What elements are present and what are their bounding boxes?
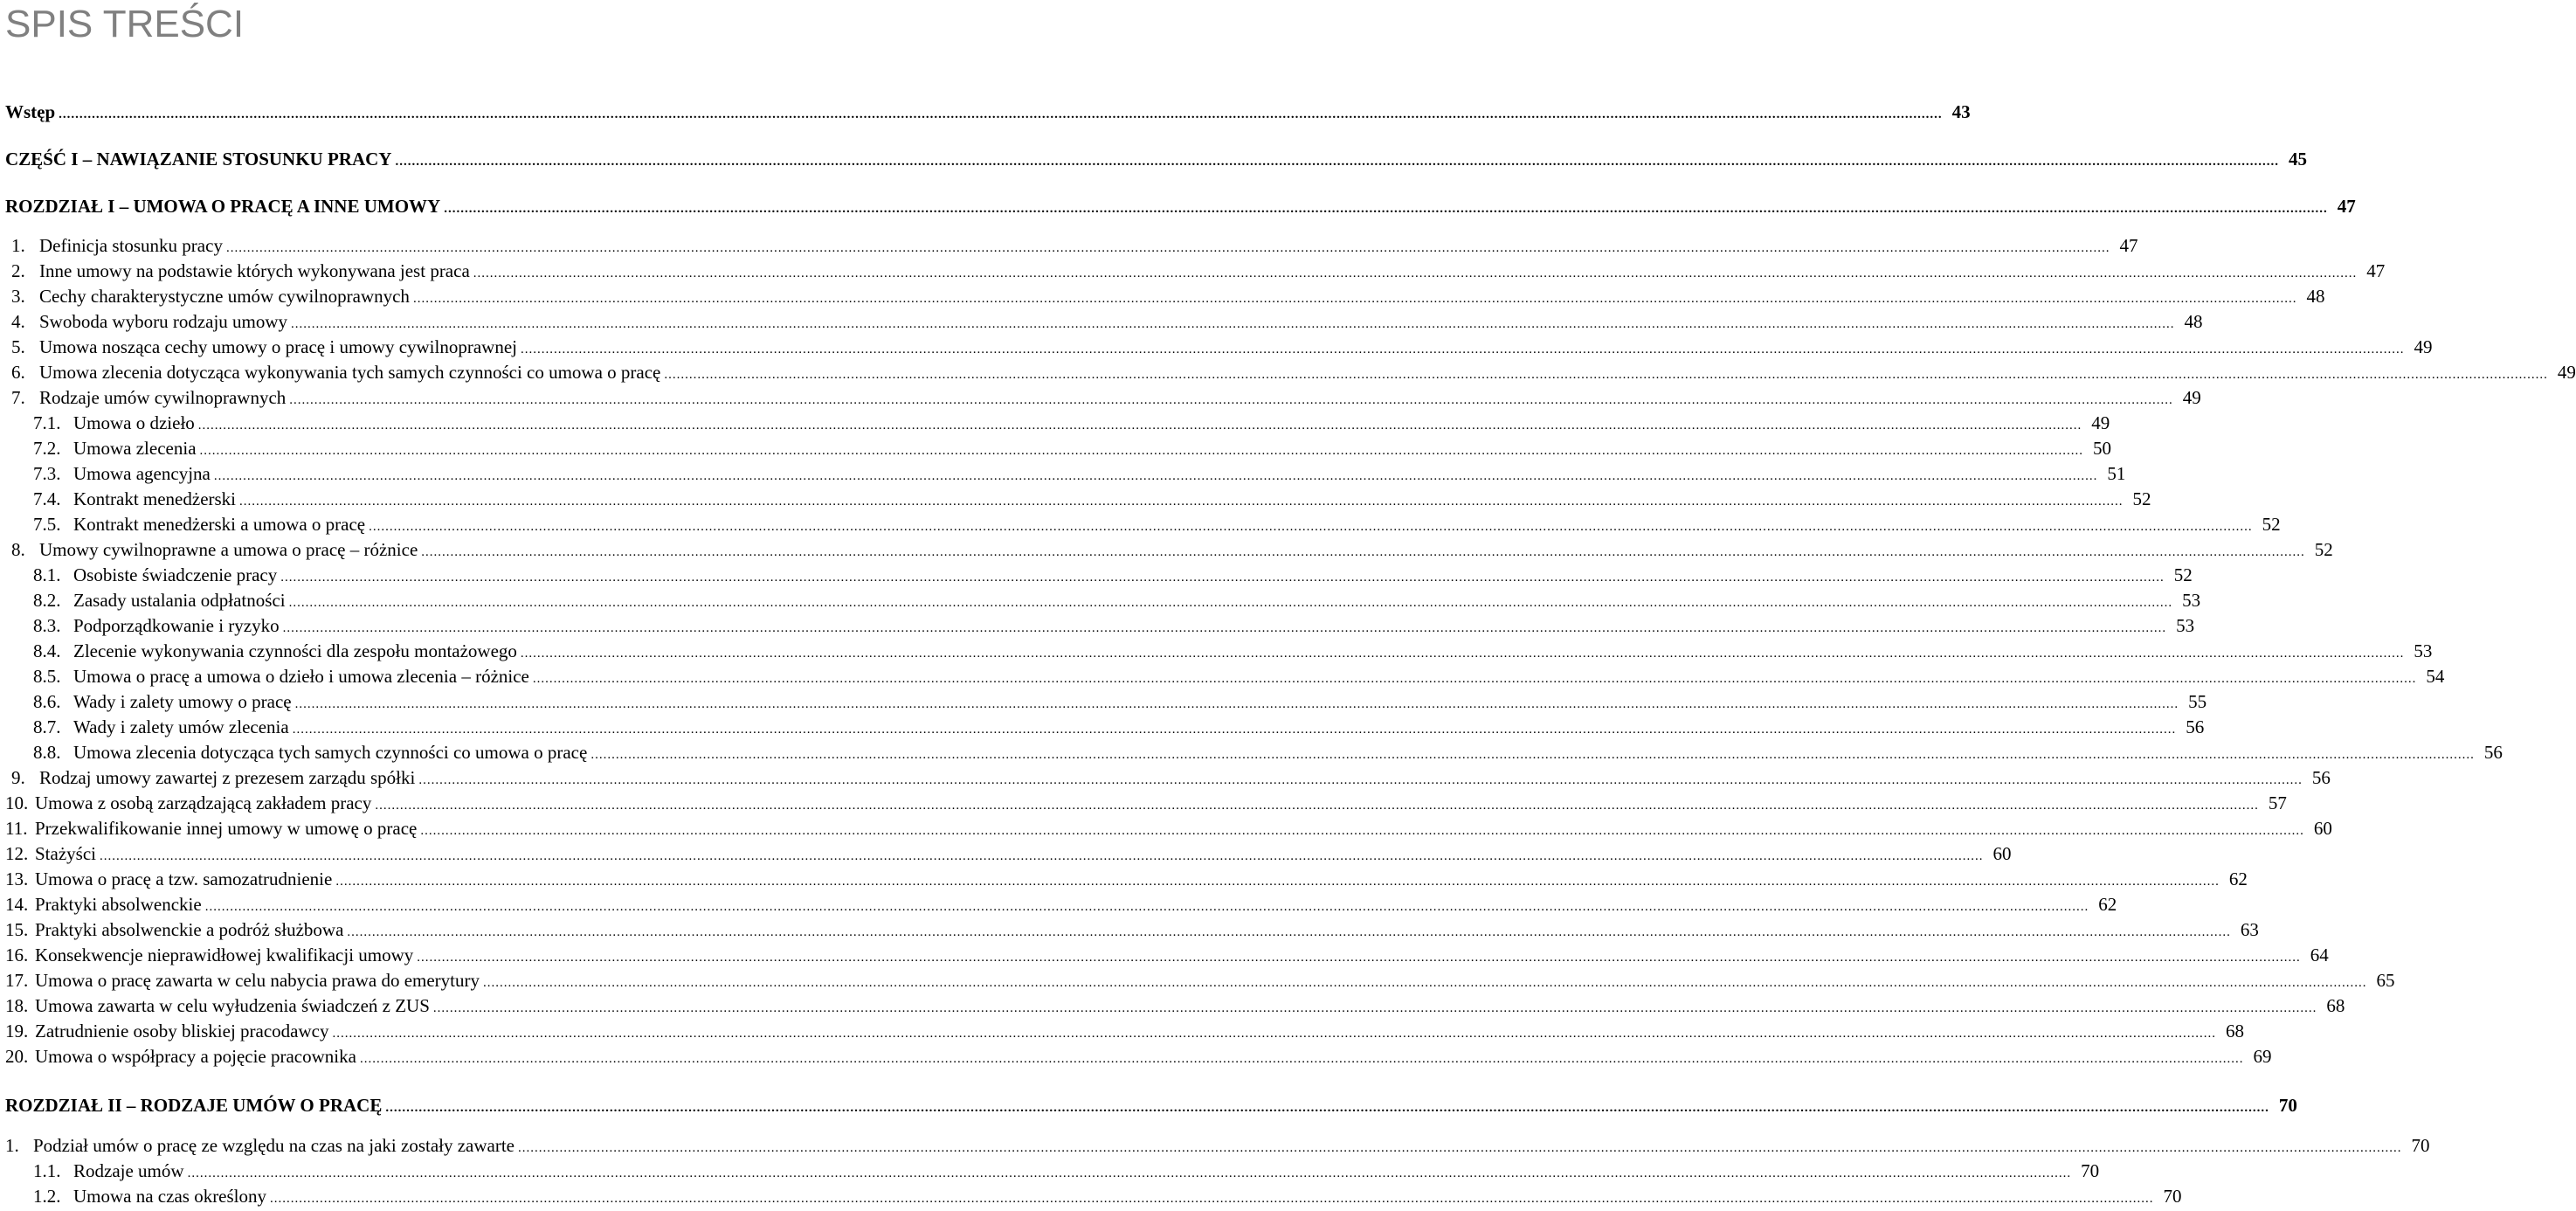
toc-entry-title: CZĘŚĆ I – NAWIĄZANIE STOSUNKU PRACY bbox=[5, 149, 392, 170]
toc-entry[interactable] bbox=[11, 335, 2433, 362]
dot-leader bbox=[59, 102, 1943, 127]
toc-entry-page: 54 bbox=[2426, 666, 2445, 687]
dot-leader bbox=[100, 844, 1984, 868]
toc-entry[interactable] bbox=[33, 689, 2207, 716]
toc-entry-number: 15. bbox=[5, 919, 29, 940]
toc-entry-title: Podporządkowanie i ryzyko bbox=[73, 615, 280, 636]
dot-leader bbox=[518, 1136, 2402, 1160]
toc-entry[interactable] bbox=[5, 841, 2012, 868]
toc-entry[interactable] bbox=[11, 765, 2331, 792]
toc-entry-title: Umowa zawarta w celu wyłudzenia świadczeń z ZUS bbox=[35, 995, 430, 1016]
toc-entry-page: 56 bbox=[2186, 716, 2205, 737]
dot-leader bbox=[280, 565, 2165, 590]
toc-entry[interactable] bbox=[33, 1184, 2182, 1211]
dot-leader bbox=[521, 337, 2405, 362]
toc-entry-page: 52 bbox=[2314, 539, 2333, 560]
toc-entry[interactable] bbox=[5, 993, 2345, 1021]
toc-entry-page: 47 bbox=[2366, 260, 2386, 281]
toc-entry-number: 7.2. bbox=[33, 438, 61, 459]
dot-leader bbox=[360, 1047, 2244, 1071]
toc-entry-number: 9. bbox=[11, 767, 25, 788]
toc-entry[interactable] bbox=[33, 563, 2193, 590]
toc-entry-number: 18. bbox=[5, 995, 29, 1016]
dot-leader bbox=[421, 540, 2305, 564]
toc-entry-number: 13. bbox=[5, 868, 29, 889]
toc-entry-number: 10. bbox=[5, 792, 29, 813]
toc-entry-page: 56 bbox=[2311, 767, 2331, 788]
toc-entry-title: Kontrakt menedżerski a umowa o pracę bbox=[73, 514, 366, 535]
toc-entry[interactable] bbox=[5, 1044, 2272, 1071]
dot-leader bbox=[433, 996, 2317, 1021]
toc-entry-title: Kontrakt menedżerski bbox=[73, 488, 237, 509]
toc-entry-page: 55 bbox=[2188, 691, 2207, 712]
dot-leader bbox=[198, 413, 2082, 438]
toc-entry-title: Konsekwencje nieprawidłowej kwalifikacji umowy bbox=[35, 945, 414, 965]
toc-entry-title: Umowy cywilnoprawne a umowa o pracę – różnice bbox=[39, 539, 418, 560]
toc-entry[interactable] bbox=[5, 943, 2329, 970]
toc-entry-page: 70 bbox=[2278, 1095, 2297, 1116]
toc-entry-title: Swoboda wyboru rodzaju umowy bbox=[39, 311, 288, 332]
dot-leader bbox=[473, 261, 2358, 286]
toc-entry[interactable] bbox=[33, 664, 2445, 691]
dot-leader bbox=[444, 197, 2328, 221]
toc-entry-title: Wstęp bbox=[5, 101, 56, 122]
toc-entry-number: 8.4. bbox=[33, 640, 61, 661]
toc-entry-title: Umowa zlecenia bbox=[73, 438, 197, 459]
toc-entry-number: 1. bbox=[5, 1135, 19, 1156]
toc-entry-title: Umowa zlecenia dotycząca wykonywania tych samych czynności co umowa o pracę bbox=[39, 362, 661, 383]
toc-entry-page: 52 bbox=[2173, 564, 2193, 585]
toc-entry[interactable] bbox=[5, 1093, 2297, 1120]
toc-entry-number: 8.5. bbox=[33, 666, 61, 687]
toc-entry-title: Wady i zalety umów zlecenia bbox=[73, 716, 289, 737]
dot-leader bbox=[521, 641, 2405, 666]
toc-entry-number: 2. bbox=[11, 260, 25, 281]
toc-entry[interactable] bbox=[11, 233, 2138, 260]
toc-entry-title: Zatrudnienie osoby bliskiej pracodawcy bbox=[35, 1021, 329, 1041]
toc-entry-page: 50 bbox=[2093, 438, 2112, 459]
dot-leader bbox=[291, 312, 2175, 336]
toc-entry-number: 8.1. bbox=[33, 564, 61, 585]
toc-entry-number: 7.4. bbox=[33, 488, 61, 509]
toc-entry-number: 7.1. bbox=[33, 412, 61, 433]
toc-entry[interactable] bbox=[11, 309, 2203, 336]
toc-entry-page: 51 bbox=[2107, 463, 2126, 484]
toc-entry[interactable] bbox=[33, 461, 2126, 488]
dot-leader bbox=[226, 236, 2110, 260]
toc-entry-page: 63 bbox=[2240, 919, 2259, 940]
toc-entry-number: 5. bbox=[11, 336, 25, 357]
dot-leader bbox=[293, 717, 2177, 742]
toc-entry-page: 62 bbox=[2098, 894, 2117, 915]
toc-entry[interactable] bbox=[33, 436, 2112, 463]
dot-leader bbox=[369, 515, 2253, 539]
toc-entry[interactable] bbox=[5, 791, 2287, 818]
dot-leader bbox=[289, 388, 2173, 412]
dot-leader bbox=[239, 489, 2124, 514]
toc-entry-page: 70 bbox=[2163, 1186, 2182, 1207]
toc-entry-number: 8.6. bbox=[33, 691, 61, 712]
toc-entry-page: 70 bbox=[2081, 1160, 2100, 1181]
toc-entry[interactable] bbox=[11, 360, 2576, 387]
dot-leader bbox=[395, 149, 2279, 174]
toc-entry[interactable] bbox=[5, 1019, 2244, 1046]
toc-entry-page: 56 bbox=[2483, 742, 2503, 763]
toc-entry-number: 16. bbox=[5, 945, 29, 965]
toc-entry-title: Wady i zalety umowy o pracę bbox=[73, 691, 292, 712]
toc-entry[interactable] bbox=[33, 613, 2195, 640]
toc-entry[interactable] bbox=[11, 259, 2386, 286]
toc-entry[interactable] bbox=[11, 385, 2201, 412]
toc-entry-page: 57 bbox=[2268, 792, 2287, 813]
toc-entry[interactable] bbox=[5, 100, 1971, 127]
toc-entry-title: Umowa zlecenia dotycząca tych samych czynności co umowa o pracę bbox=[73, 742, 588, 763]
toc-entry-page: 62 bbox=[2228, 868, 2248, 889]
toc-entry-page: 49 bbox=[2091, 412, 2110, 433]
toc-entry-number: 17. bbox=[5, 970, 29, 991]
toc-entry-number: 7.3. bbox=[33, 463, 61, 484]
dot-leader bbox=[289, 591, 2173, 615]
toc-entry-title: Osobiste świadczenie pracy bbox=[73, 564, 278, 585]
toc-entry-title: ROZDZIAŁ II – RODZAJE UMÓW O PRACĘ bbox=[5, 1095, 383, 1116]
toc-entry-title: Umowa o dzieło bbox=[73, 412, 195, 433]
toc-entry-title: Umowa na czas określony bbox=[73, 1186, 267, 1207]
toc-entry-page: 49 bbox=[2182, 387, 2201, 408]
toc-entry-number: 8.7. bbox=[33, 716, 61, 737]
toc-entry[interactable] bbox=[5, 867, 2248, 894]
toc-entry-page: 69 bbox=[2253, 1046, 2272, 1067]
toc-entry-title: Inne umowy na podstawie których wykonywana jest praca bbox=[39, 260, 470, 281]
toc-entry-page: 48 bbox=[2184, 311, 2203, 332]
toc-entry-number: 8. bbox=[11, 539, 25, 560]
toc-entry-title: ROZDZIAŁ I – UMOWA O PRACĘ A INNE UMOWY bbox=[5, 196, 441, 217]
dot-leader bbox=[420, 819, 2304, 843]
toc-entry-title: Umowa o pracę zawarta w celu nabycia prawa do emerytury bbox=[35, 970, 480, 991]
dot-leader bbox=[283, 616, 2167, 640]
toc-entry-page: 60 bbox=[2313, 818, 2332, 839]
dot-leader bbox=[483, 971, 2367, 995]
toc-entry-page: 49 bbox=[2414, 336, 2433, 357]
toc-entry-number: 14. bbox=[5, 894, 29, 915]
toc-entry-page: 64 bbox=[2310, 945, 2329, 965]
toc-entry[interactable] bbox=[5, 816, 2332, 843]
toc-entry[interactable] bbox=[5, 194, 2356, 221]
toc-entry[interactable] bbox=[33, 740, 2503, 767]
dot-leader bbox=[413, 287, 2297, 311]
toc-entry-title: Przekwalifikowanie innej umowy w umowę o pracę bbox=[35, 818, 418, 839]
toc-entry-page: 45 bbox=[2288, 149, 2307, 170]
dot-leader bbox=[417, 945, 2301, 970]
dot-leader bbox=[295, 692, 2179, 716]
toc-entry-number: 6. bbox=[11, 362, 25, 383]
toc-entry-title: Cechy charakterystyczne umów cywilnoprawnych bbox=[39, 286, 410, 307]
toc-entry-page: 68 bbox=[2326, 995, 2345, 1016]
dot-leader bbox=[332, 1021, 2216, 1046]
toc-entry-page: 52 bbox=[2132, 488, 2151, 509]
toc-entry-page: 48 bbox=[2306, 286, 2325, 307]
toc-entry[interactable] bbox=[5, 968, 2395, 995]
toc-entry-page: 60 bbox=[1992, 843, 2012, 864]
toc-entry[interactable] bbox=[33, 588, 2201, 615]
dot-leader bbox=[270, 1187, 2154, 1211]
toc-entry-page: 68 bbox=[2225, 1021, 2244, 1041]
toc-entry-title: Praktyki absolwenckie bbox=[35, 894, 202, 915]
page-title: SPIS TREŚCI bbox=[5, 3, 245, 45]
toc-entry-number: 20. bbox=[5, 1046, 29, 1067]
toc-entry[interactable] bbox=[5, 917, 2259, 945]
toc-entry[interactable] bbox=[33, 1159, 2100, 1186]
toc-entry-title: Praktyki absolwenckie a podróż służbowa bbox=[35, 919, 344, 940]
toc-entry-number: 3. bbox=[11, 286, 25, 307]
toc-entry-number: 8.3. bbox=[33, 615, 61, 636]
dot-leader bbox=[205, 895, 2089, 919]
toc-entry[interactable] bbox=[33, 411, 2110, 438]
toc-entry-title: Umowa nosząca cechy umowy o pracę i umowy cywilnoprawnej bbox=[39, 336, 517, 357]
toc-entry-number: 8.8. bbox=[33, 742, 61, 763]
toc-entry-title: Stażyści bbox=[35, 843, 96, 864]
toc-entry-page: 53 bbox=[2182, 590, 2201, 611]
dot-leader bbox=[533, 667, 2417, 691]
dot-leader bbox=[200, 439, 2084, 463]
toc-entry-page: 53 bbox=[2414, 640, 2433, 661]
toc-entry-number: 7.5. bbox=[33, 514, 61, 535]
toc-entry-title: Rodzaje umów bbox=[73, 1160, 184, 1181]
dot-leader bbox=[590, 743, 2475, 767]
toc-entry-title: Umowa o współpracy a pojęcie pracownika bbox=[35, 1046, 356, 1067]
toc-entry-number: 1.2. bbox=[33, 1186, 61, 1207]
toc-entry-title: Podział umów o pracę ze względu na czas na jaki zostały zawarte bbox=[33, 1135, 515, 1156]
toc-entry-page: 65 bbox=[2376, 970, 2395, 991]
toc-entry-title: Umowa o pracę a tzw. samozatrudnienie bbox=[35, 868, 333, 889]
toc-entry-page: 53 bbox=[2176, 615, 2195, 636]
dot-leader bbox=[214, 464, 2098, 488]
toc-entry-page: 70 bbox=[2411, 1135, 2430, 1156]
toc-entry-title: Umowa z osobą zarządzającą zakładem pracy bbox=[35, 792, 372, 813]
dot-leader bbox=[418, 768, 2303, 792]
toc-entry[interactable] bbox=[33, 512, 2281, 539]
toc-entry-title: Zasady ustalania odpłatności bbox=[73, 590, 286, 611]
toc-entry-title: Rodzaj umowy zawartej z prezesem zarządu spółki bbox=[39, 767, 416, 788]
toc-entry-title: Definicja stosunku pracy bbox=[39, 235, 223, 256]
toc-entry-title: Zlecenie wykonywania czynności dla zespołu montażowego bbox=[73, 640, 517, 661]
dot-leader bbox=[347, 920, 2231, 945]
toc-entry-number: 19. bbox=[5, 1021, 29, 1041]
toc-entry[interactable] bbox=[11, 284, 2325, 311]
toc-entry-page: 49 bbox=[2557, 362, 2576, 383]
toc-entry[interactable] bbox=[11, 537, 2333, 564]
dot-leader bbox=[335, 869, 2220, 894]
toc-entry-number: 1.1. bbox=[33, 1160, 61, 1181]
dot-leader bbox=[385, 1096, 2269, 1120]
toc-entry[interactable] bbox=[33, 639, 2433, 666]
toc-entry-title: Umowa o pracę a umowa o dzieło i umowa zlecenia – różnice bbox=[73, 666, 529, 687]
dot-leader bbox=[375, 793, 2259, 818]
dot-leader bbox=[188, 1161, 2072, 1186]
toc-entry-number: 12. bbox=[5, 843, 29, 864]
toc-entry[interactable] bbox=[5, 1133, 2430, 1160]
toc-entry-page: 43 bbox=[1951, 101, 1971, 122]
toc-entry-number: 11. bbox=[5, 818, 28, 839]
toc-entry-title: Rodzaje umów cywilnoprawnych bbox=[39, 387, 287, 408]
toc-entry-page: 47 bbox=[2337, 196, 2356, 217]
toc-entry[interactable] bbox=[33, 715, 2205, 742]
toc-entry[interactable] bbox=[33, 487, 2151, 514]
toc-entry-page: 52 bbox=[2262, 514, 2281, 535]
toc-entry-number: 7. bbox=[11, 387, 25, 408]
toc-entry[interactable] bbox=[5, 147, 2307, 174]
toc-entry[interactable] bbox=[5, 892, 2117, 919]
toc-entry-title: Umowa agencyjna bbox=[73, 463, 211, 484]
toc-entry-number: 1. bbox=[11, 235, 25, 256]
dot-leader bbox=[664, 363, 2548, 387]
toc-entry-page: 47 bbox=[2119, 235, 2138, 256]
toc-entry-number: 8.2. bbox=[33, 590, 61, 611]
toc-entry-number: 4. bbox=[11, 311, 25, 332]
